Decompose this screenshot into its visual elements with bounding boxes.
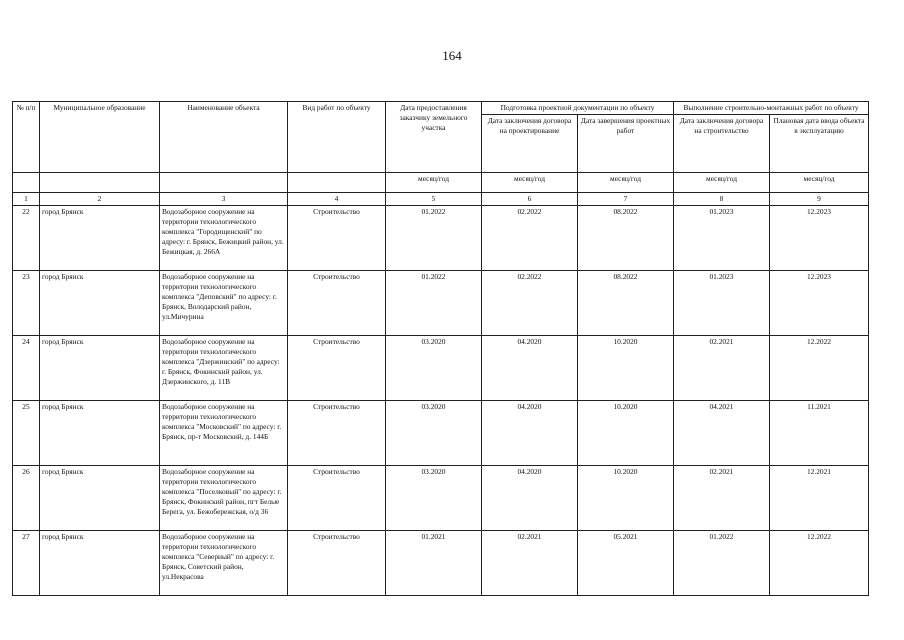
municipality-cell: город Брянск <box>40 531 160 596</box>
column-number: 3 <box>160 193 288 206</box>
unit-cell: месяц/год <box>578 173 674 193</box>
row-number: 27 <box>13 531 40 596</box>
commissioning-date-cell: 12.2021 <box>770 466 869 531</box>
work-type-cell: Строительство <box>288 271 386 336</box>
construction-contract-date-cell: 01.2022 <box>674 531 770 596</box>
column-numbers-row <box>13 193 869 206</box>
object-name-cell: Водозаборное сооружение на территории технологического комплекса "Поселковый" по адресу: г. Брянск, Фокинский район, пгт Белые Берега, ул. Бежобережская, о/д 36 <box>160 466 288 531</box>
land-date-cell: 03.2020 <box>386 466 482 531</box>
land-date-cell: 01.2021 <box>386 531 482 596</box>
header-object-name: Наименование объекта <box>160 102 288 173</box>
object-name-cell: Водозаборное сооружение на территории технологического комплекса "Городищенский" по адресу: г. Брянск, Бежицкий район, ул. Бежицкая, д. 266А <box>160 206 288 271</box>
table-body <box>13 206 869 596</box>
design-contract-date-cell: 04.2020 <box>482 466 578 531</box>
design-contract-date-cell: 02.2022 <box>482 271 578 336</box>
work-type-cell: Строительство <box>288 401 386 466</box>
object-name-cell: Водозаборное сооружение на территории технологического комплекса "Московский" по адресу: г. Брянск, пр-т Московский, д. 144Б <box>160 401 288 466</box>
row-number: 22 <box>13 206 40 271</box>
header-work-type: Вид работ по объекту <box>288 102 386 173</box>
column-number: 7 <box>578 193 674 206</box>
work-type-cell: Строительство <box>288 336 386 401</box>
unit-cell <box>160 173 288 193</box>
unit-cell <box>288 173 386 193</box>
design-finish-date-cell: 10.2020 <box>578 466 674 531</box>
municipality-cell: город Брянск <box>40 466 160 531</box>
work-type-cell: Строительство <box>288 206 386 271</box>
header-land-date: Дата предоставления заказчику земельного участка <box>386 102 482 173</box>
table-row <box>13 271 869 336</box>
work-type-cell: Строительство <box>288 466 386 531</box>
column-number: 5 <box>386 193 482 206</box>
municipality-cell: город Брянск <box>40 271 160 336</box>
row-number: 25 <box>13 401 40 466</box>
design-finish-date-cell: 10.2020 <box>578 336 674 401</box>
land-date-cell: 01.2022 <box>386 271 482 336</box>
table-row <box>13 466 869 531</box>
object-name-cell: Водозаборное сооружение на территории технологического комплекса "Северный" по адресу: г. Брянск, Советский район, ул.Некрасова <box>160 531 288 596</box>
column-number: 4 <box>288 193 386 206</box>
construction-contract-date-cell: 04.2021 <box>674 401 770 466</box>
header-commissioning-date: Плановая дата ввода объекта в эксплуатацию <box>770 115 869 173</box>
table-row <box>13 401 869 466</box>
column-number: 8 <box>674 193 770 206</box>
municipality-cell: город Брянск <box>40 336 160 401</box>
table-row <box>13 336 869 401</box>
design-contract-date-cell: 02.2021 <box>482 531 578 596</box>
column-number: 2 <box>40 193 160 206</box>
design-contract-date-cell: 02.2022 <box>482 206 578 271</box>
page-number: 164 <box>442 48 462 63</box>
construction-contract-date-cell: 01.2023 <box>674 206 770 271</box>
table-header <box>13 102 869 206</box>
header-construction-contract-date: Дата заключения договора на строительство <box>674 115 770 173</box>
column-number: 9 <box>770 193 869 206</box>
header-number: № п/п <box>13 102 40 173</box>
column-number: 6 <box>482 193 578 206</box>
construction-contract-date-cell: 02.2021 <box>674 336 770 401</box>
commissioning-date-cell: 12.2022 <box>770 531 869 596</box>
table-row <box>13 531 869 596</box>
commissioning-date-cell: 11.2021 <box>770 401 869 466</box>
design-finish-date-cell: 05.2021 <box>578 531 674 596</box>
design-finish-date-cell: 08.2022 <box>578 271 674 336</box>
land-date-cell: 03.2020 <box>386 401 482 466</box>
land-date-cell: 03.2020 <box>386 336 482 401</box>
unit-cell: месяц/год <box>770 173 869 193</box>
objects-table <box>12 101 869 596</box>
municipality-cell: город Брянск <box>40 401 160 466</box>
object-name-cell: Водозаборное сооружение на территории технологического комплекса "Дзержинский" по адресу: г. Брянск, Фокинский район, ул. Дзержинского, д. 11В <box>160 336 288 401</box>
row-number: 26 <box>13 466 40 531</box>
header-municipality: Муниципальное образование <box>40 102 160 173</box>
work-type-cell: Строительство <box>288 531 386 596</box>
commissioning-date-cell: 12.2023 <box>770 271 869 336</box>
header-design-finish-date: Дата завершения проектных работ <box>578 115 674 173</box>
unit-cell: месяц/год <box>674 173 770 193</box>
commissioning-date-cell: 12.2023 <box>770 206 869 271</box>
units-row <box>13 173 869 193</box>
commissioning-date-cell: 12.2022 <box>770 336 869 401</box>
design-finish-date-cell: 10.2020 <box>578 401 674 466</box>
header-construction-group: Выполнение строительно-монтажных работ по объекту <box>674 102 869 115</box>
unit-cell: месяц/год <box>386 173 482 193</box>
row-number: 23 <box>13 271 40 336</box>
header-design-contract-date: Дата заключения договора на проектирование <box>482 115 578 173</box>
row-number: 24 <box>13 336 40 401</box>
design-contract-date-cell: 04.2020 <box>482 401 578 466</box>
header-design-group: Подготовка проектной документации по объекту <box>482 102 674 115</box>
column-number: 1 <box>13 193 40 206</box>
municipality-cell: город Брянск <box>40 206 160 271</box>
unit-cell <box>40 173 160 193</box>
object-name-cell: Водозаборное сооружение на территории технологического комплекса "Деповский" по адресу: г. Брянск, Володарский район, ул.Мичурина <box>160 271 288 336</box>
design-finish-date-cell: 08.2022 <box>578 206 674 271</box>
design-contract-date-cell: 04.2020 <box>482 336 578 401</box>
construction-contract-date-cell: 01.2023 <box>674 271 770 336</box>
unit-cell <box>13 173 40 193</box>
table-row <box>13 206 869 271</box>
land-date-cell: 01.2022 <box>386 206 482 271</box>
construction-contract-date-cell: 02.2021 <box>674 466 770 531</box>
unit-cell: месяц/год <box>482 173 578 193</box>
